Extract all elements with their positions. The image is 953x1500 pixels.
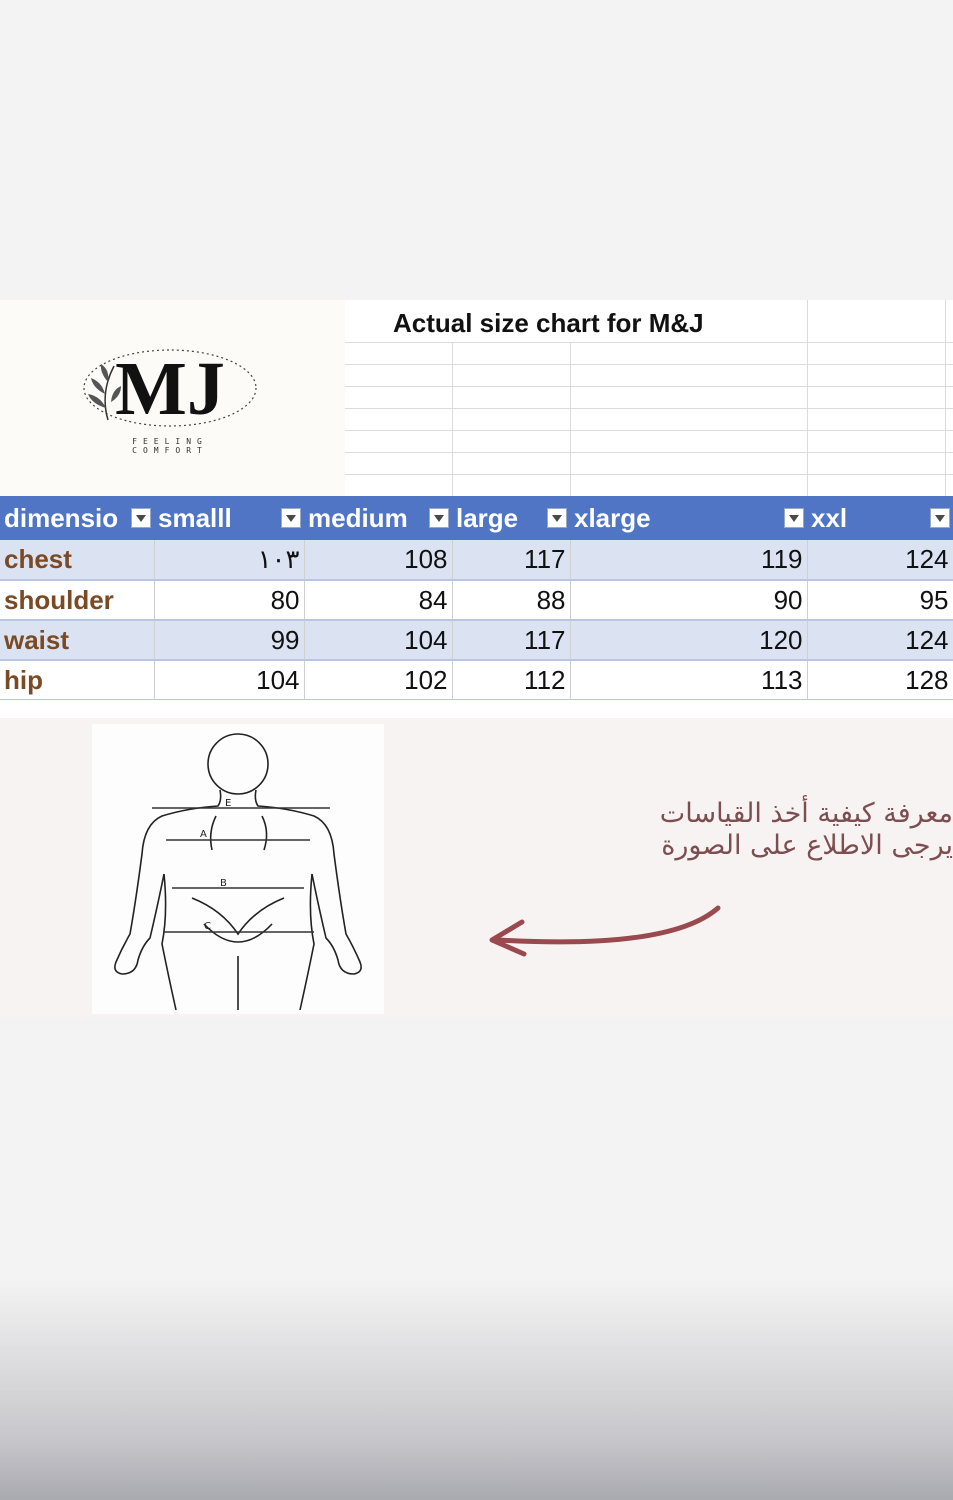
body-outline-icon [92, 724, 384, 1014]
svg-text:A: A [200, 829, 207, 840]
table-cell[interactable]: 117 [452, 540, 570, 580]
filter-dropdown-icon[interactable] [784, 508, 804, 528]
table-cell[interactable]: 119 [570, 540, 807, 580]
filter-dropdown-icon[interactable] [131, 508, 151, 528]
svg-text:COMFORT: COMFORT [132, 446, 208, 455]
filter-dropdown-icon[interactable] [429, 508, 449, 528]
table-cell[interactable]: 84 [304, 580, 452, 620]
table-cell[interactable]: 124 [807, 620, 953, 660]
spreadsheet-grid [345, 300, 953, 496]
svg-text:FEELING: FEELING [132, 437, 208, 446]
svg-text:MJ: MJ [115, 347, 225, 431]
row-label[interactable]: shoulder [0, 580, 154, 620]
column-header-xlarge[interactable]: xlarge [570, 496, 807, 540]
table-cell[interactable]: 104 [154, 660, 304, 700]
table-cell[interactable]: 88 [452, 580, 570, 620]
bottom-shadow [0, 1280, 953, 1500]
filter-dropdown-icon[interactable] [930, 508, 950, 528]
table-cell[interactable]: 128 [807, 660, 953, 700]
filter-dropdown-icon[interactable] [547, 508, 567, 528]
table-cell[interactable]: 99 [154, 620, 304, 660]
svg-text:C: C [204, 921, 211, 932]
instruction-line: يرجى الاطلاع على الصورة [661, 830, 953, 861]
column-header-xxl[interactable]: xxl [807, 496, 953, 540]
table-cell[interactable]: 120 [570, 620, 807, 660]
table-row [0, 620, 953, 660]
table-cell[interactable]: 90 [570, 580, 807, 620]
table-cell[interactable]: 95 [807, 580, 953, 620]
brand-logo [0, 300, 345, 496]
sheet-title: Actual size chart for M&J [393, 308, 704, 338]
left-arrow-icon [480, 898, 730, 968]
empty-sheet-row [0, 700, 953, 718]
table-cell[interactable]: 104 [304, 620, 452, 660]
svg-text:E: E [225, 798, 232, 809]
sheet-top [0, 300, 953, 496]
column-header-medium[interactable]: medium [304, 496, 452, 540]
table-cell[interactable]: 102 [304, 660, 452, 700]
table-header-row [0, 496, 953, 540]
column-header-dimension[interactable]: dimensio [0, 496, 154, 540]
table-cell[interactable]: 113 [570, 660, 807, 700]
table-cell[interactable]: ١٠٣ [154, 540, 304, 580]
table-cell[interactable]: 80 [154, 580, 304, 620]
mj-logo-icon [78, 338, 263, 458]
table-cell[interactable]: 112 [452, 660, 570, 700]
column-header-small[interactable]: smalll [154, 496, 304, 540]
measurement-guide [0, 718, 953, 1018]
row-label[interactable]: chest [0, 540, 154, 580]
column-header-large[interactable]: large [452, 496, 570, 540]
table-cell[interactable]: 117 [452, 620, 570, 660]
table-row [0, 540, 953, 580]
body-figure [92, 724, 384, 1014]
row-label[interactable]: waist [0, 620, 154, 660]
svg-text:B: B [220, 878, 227, 889]
table-row [0, 580, 953, 620]
table-row [0, 660, 953, 700]
filter-dropdown-icon[interactable] [281, 508, 301, 528]
size-chart-table [0, 496, 953, 701]
measurement-instructions [470, 798, 953, 862]
row-label[interactable]: hip [0, 660, 154, 700]
table-cell[interactable]: 108 [304, 540, 452, 580]
instruction-line: معرفة كيفية أخذ القياسات [659, 798, 953, 829]
table-cell[interactable]: 124 [807, 540, 953, 580]
